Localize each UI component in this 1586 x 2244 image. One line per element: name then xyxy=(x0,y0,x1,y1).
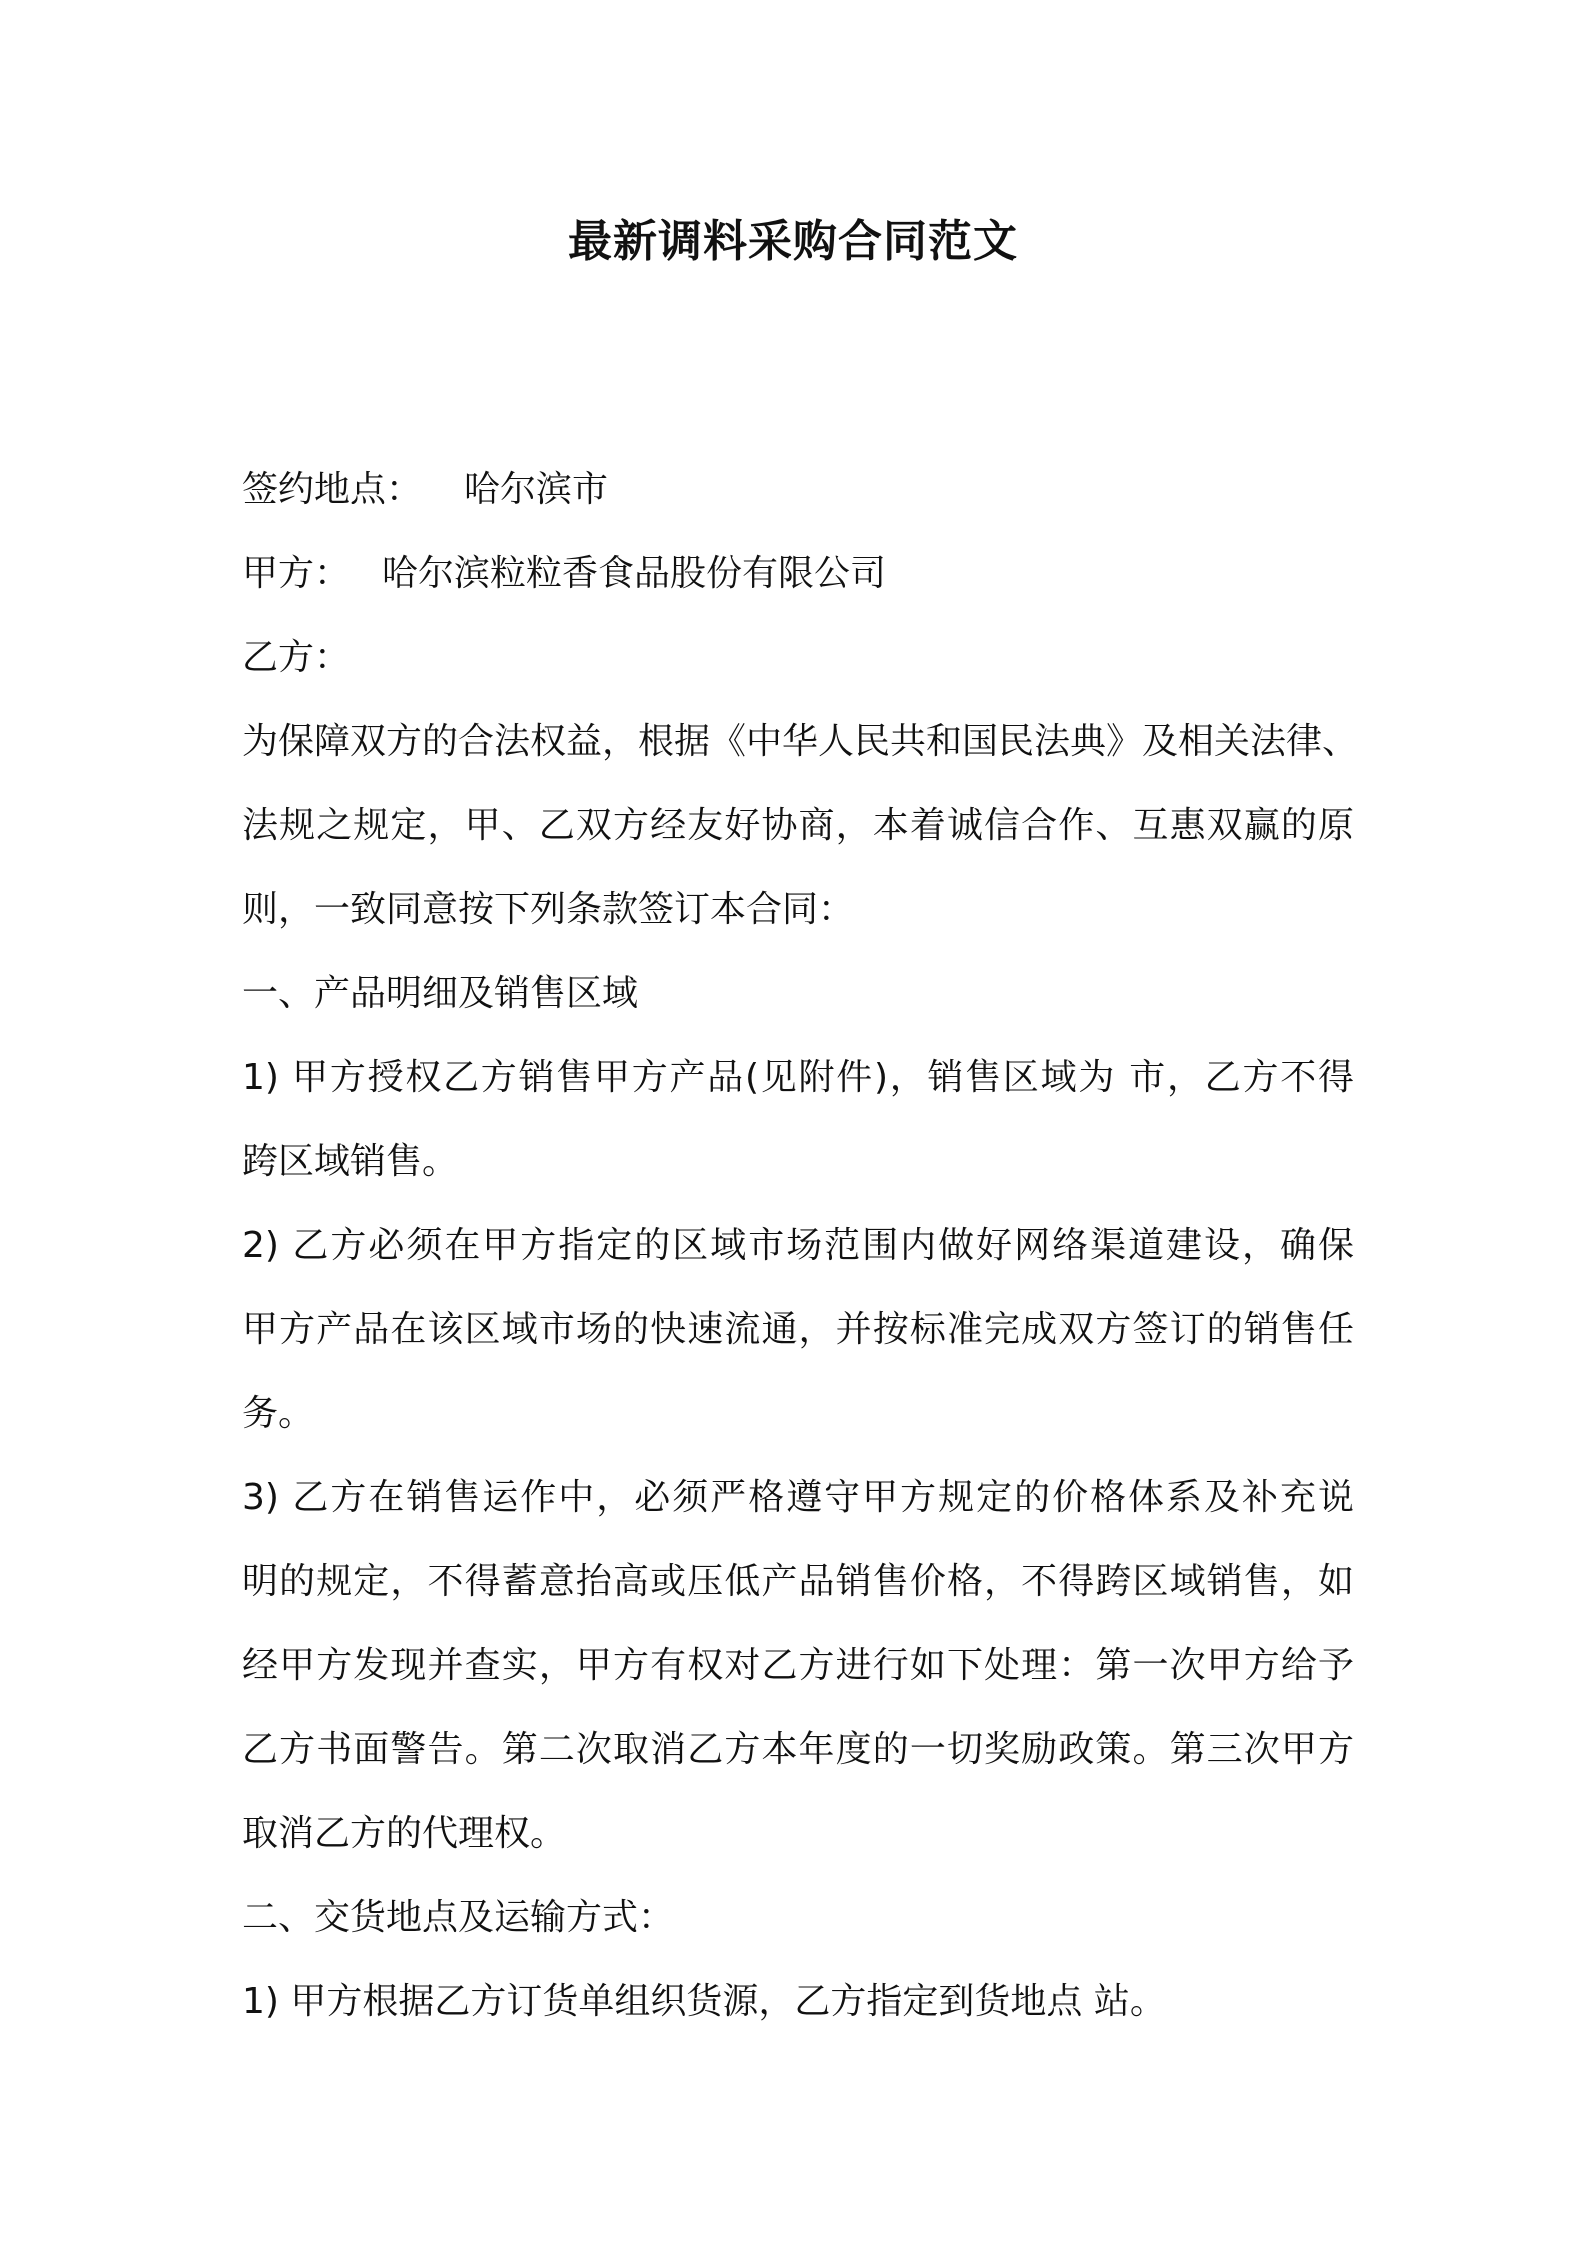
paragraph-line: 跨区域销售。 xyxy=(242,1141,459,1182)
paragraph-line: 明的规定，不得蓄意抬高或压低产品销售价格，不得跨区域销售，如 xyxy=(242,1561,1354,1602)
party-b-label: 乙方： xyxy=(242,637,351,678)
paragraph-line: 3) 乙方在销售运作中，必须严格遵守甲方规定的价格体系及补充说 xyxy=(242,1477,1354,1518)
paragraph-line: 乙方书面警告。第二次取消乙方本年度的一切奖励政策。第三次甲方 xyxy=(242,1729,1354,1770)
paragraph-line: 经甲方发现并查实，甲方有权对乙方进行如下处理：第一次甲方给予 xyxy=(242,1645,1354,1686)
paragraph-line: 法规之规定，甲、乙双方经友好协商，本着诚信合作、互惠双赢的原 xyxy=(242,805,1354,846)
paragraph-line: 甲方产品在该区域市场的快速流通，并按标准完成双方签订的销售任 xyxy=(242,1309,1354,1350)
document-title: 最新调料采购合同范文 xyxy=(568,216,1018,267)
party-a-line xyxy=(242,532,1354,616)
signing-place-line xyxy=(242,448,1354,532)
paragraph-line: 取消乙方的代理权。 xyxy=(242,1813,567,1854)
paragraph-line: 1) 甲方授权乙方销售甲方产品(见附件)，销售区域为 市，乙方不得 xyxy=(242,1057,1354,1098)
party-a-label: 甲方： xyxy=(242,553,351,594)
signing-place-label: 签约地点： xyxy=(242,469,423,510)
party-b-line xyxy=(242,616,1354,700)
section-heading: 二、交货地点及运输方式： xyxy=(242,1897,675,1938)
document-body xyxy=(242,448,1359,2044)
paragraph-line: 1) 甲方根据乙方订货单组织货源，乙方指定到货地点 站。 xyxy=(242,1981,1166,2022)
paragraph-line: 则，一致同意按下列条款签订本合同： xyxy=(242,889,855,930)
paragraph-line: 为保障双方的合法权益，根据《中华人民共和国民法典》及相关法律、 xyxy=(242,721,1359,762)
section-heading: 一、产品明细及销售区域 xyxy=(242,973,639,1014)
signing-place-value: 哈尔滨市 xyxy=(464,469,609,510)
paragraph-line: 2) 乙方必须在甲方指定的区域市场范围内做好网络渠道建设，确保 xyxy=(242,1225,1354,1266)
paragraph-line: 务。 xyxy=(242,1393,315,1434)
party-a-value: 哈尔滨粒粒香食品股份有限公司 xyxy=(382,553,887,594)
